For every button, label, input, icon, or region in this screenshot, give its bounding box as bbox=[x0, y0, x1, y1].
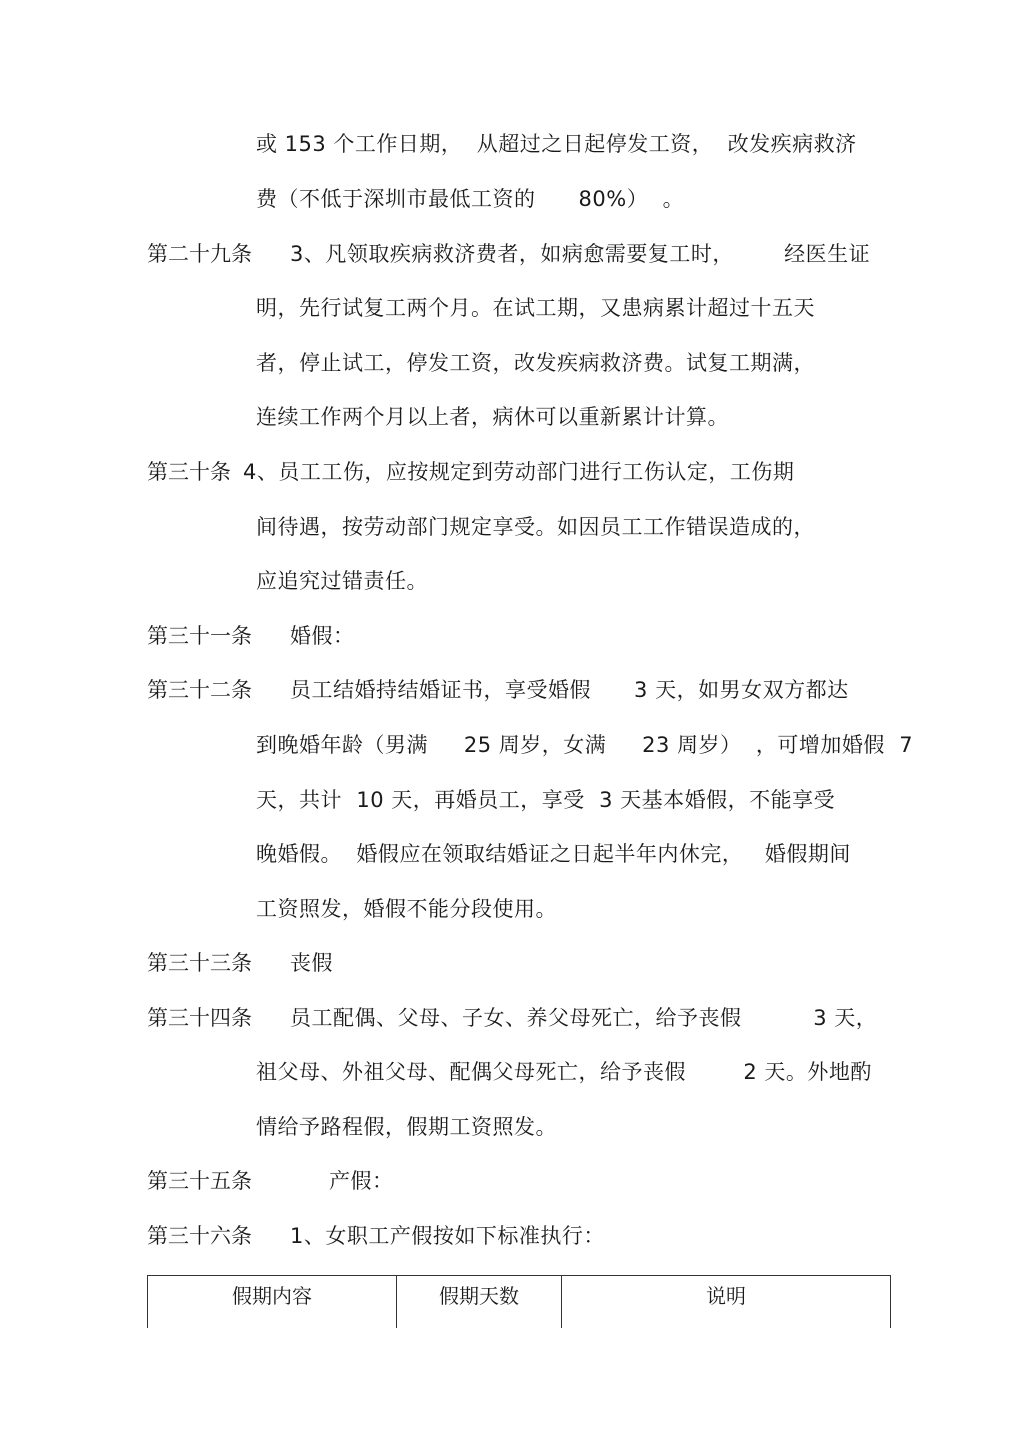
text-line: 3、凡领取疾病救济费者，如病愈需要复工时， 经医生证 bbox=[290, 242, 871, 266]
text-line: 者，停止试工，停发工资，改发疾病救济费。试复工期满， bbox=[256, 351, 815, 375]
column-header-leave-content: 假期内容 bbox=[148, 1276, 397, 1329]
article-number: 第三十六条 bbox=[147, 1224, 252, 1248]
article-number: 第三十五条 bbox=[147, 1169, 252, 1193]
text-line: 费（不低于深圳市最低工资的 80%） 。 bbox=[256, 187, 685, 211]
text-line: 婚假： bbox=[290, 624, 355, 648]
text-line: 工资照发，婚假不能分段使用。 bbox=[256, 897, 557, 921]
text-line: 或 153 个工作日期， 从超过之日起停发工资， 改发疾病救济 bbox=[256, 132, 857, 156]
text-line: 连续工作两个月以上者，病休可以重新累计计算。 bbox=[256, 405, 729, 429]
text-line: 1、女职工产假按如下标准执行： bbox=[290, 1224, 605, 1248]
text-line: 应追究过错责任。 bbox=[256, 569, 428, 593]
text-line: 间待遇，按劳动部门规定享受。如因员工工作错误造成的， bbox=[256, 515, 815, 539]
table-header-row bbox=[148, 1276, 891, 1329]
article-number: 第三十三条 bbox=[147, 951, 252, 975]
article-number: 第三十四条 bbox=[147, 1006, 252, 1030]
article-number: 第三十一条 bbox=[147, 624, 252, 648]
article-number: 第三十条 bbox=[147, 460, 231, 484]
maternity-leave-table bbox=[147, 1275, 891, 1328]
text-line: 到晚婚年龄（男满 25 周岁，女满 23 周岁） ，可增加婚假 7 bbox=[256, 733, 914, 757]
text-line: 4、员工工伤，应按规定到劳动部门进行工伤认定，工伤期 bbox=[243, 460, 795, 484]
article-number: 第三十二条 bbox=[147, 678, 252, 702]
column-header-notes: 说明 bbox=[562, 1276, 891, 1329]
text-line: 晚婚假。 婚假应在领取结婚证之日起半年内休完， 婚假期间 bbox=[256, 842, 851, 866]
text-line: 员工配偶、父母、子女、养父母死亡，给予丧假 3 天， bbox=[290, 1006, 878, 1030]
text-line: 祖父母、外祖父母、配偶父母死亡，给予丧假 2 天。外地酌 bbox=[256, 1060, 872, 1084]
text-line: 产假： bbox=[329, 1169, 394, 1193]
article-number: 第二十九条 bbox=[147, 242, 252, 266]
text-line: 明，先行试复工两个月。在试工期，又患病累计超过十五天 bbox=[256, 296, 815, 320]
text-line: 情给予路程假，假期工资照发。 bbox=[256, 1115, 557, 1139]
column-header-leave-days: 假期天数 bbox=[397, 1276, 562, 1329]
text-line: 员工结婚持结婚证书，享受婚假 3 天，如男女双方都达 bbox=[290, 678, 849, 702]
text-line: 天，共计 10 天，再婚员工，享受 3 天基本婚假，不能享受 bbox=[256, 788, 836, 812]
text-line: 丧假 bbox=[290, 951, 333, 975]
